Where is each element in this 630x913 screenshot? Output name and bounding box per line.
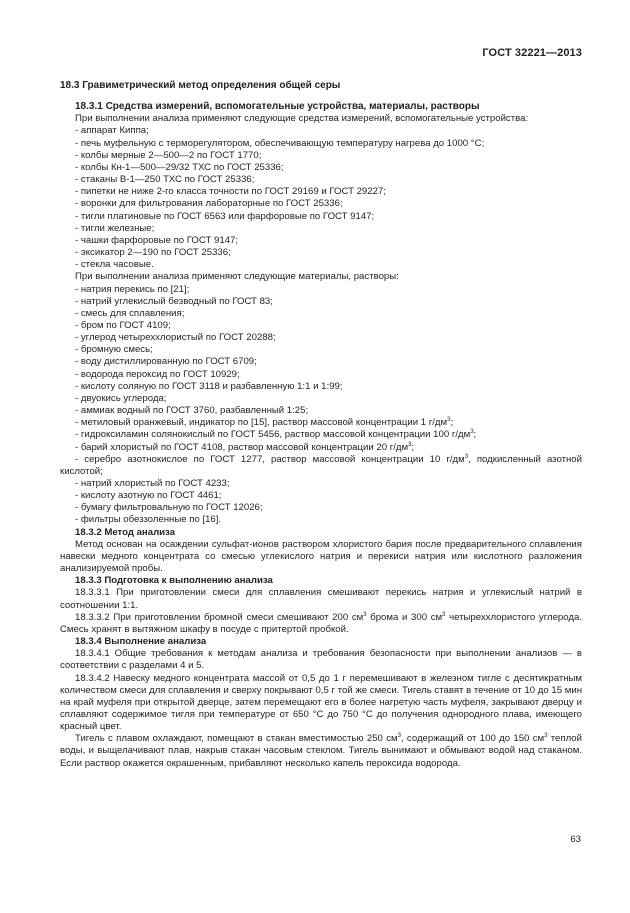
method-text: Метод основан на осаждении сульфат-ионов раствором хлористого бария после предварительного сплавления навески медного концентрата со смесью углекислого натрия и перекиси натрия или кислотного разложения анализируемой пробы. bbox=[60, 538, 582, 575]
list-item: - смесь для сплавления; bbox=[75, 307, 185, 319]
standard-header: ГОСТ 32221—2013 bbox=[482, 47, 582, 59]
page-number: 63 bbox=[570, 834, 581, 845]
paragraph-18-3-3-1: 18.3.3.1 При приготовлении смеси для сплавления смешивают перекись натрия и углекислый натрий в соотношении 1:1. bbox=[60, 587, 582, 611]
subsection-18-3-1-title: 18.3.1 Средства измерений, вспомогательные устройства, материалы, растворы bbox=[75, 101, 480, 113]
list-item: - аммиак водный по ГОСТ 3760, разбавленный 1:25; bbox=[75, 405, 309, 417]
list-item: - фильтры обеззоленные по [16]. bbox=[75, 514, 222, 526]
list-item: - кислоту соляную по ГОСТ 3118 и разбавленную 1:1 и 1:99; bbox=[75, 380, 343, 392]
list-item: - двуокись углерода; bbox=[75, 392, 167, 404]
paragraph-18-3-4-1: 18.3.4.1 Общие требования к методам анализа и требования безопасности при выполнении анализов — в соответствии с разделами 4 и 5. bbox=[60, 648, 582, 672]
list-item: - стекла часовые. bbox=[75, 259, 154, 271]
list-item: - аппарат Киппа; bbox=[75, 125, 149, 137]
list-item: - печь муфельную с терморегулятором, обеспечивающую температуру нагрева до 1000 °С; bbox=[75, 137, 485, 149]
list-item: - бромную смесь; bbox=[75, 344, 153, 356]
list-item: - кислоту азотную по ГОСТ 4461; bbox=[75, 490, 222, 502]
subsection-18-3-4-title: 18.3.4 Выполнение анализа bbox=[75, 636, 207, 648]
section-title: 18.3 Гравиметрический метод определения общей серы bbox=[60, 80, 341, 91]
paragraph-18-3-4-2: 18.3.4.2 Навеску медного концентрата массой от 0,5 до 1 г перемешивают в железном тигле с десятикратным количеством смеси для сплавления и сверху покрывают 0,5 г той же смеси. Тигель ставят в течение от 10 до 15 мин на край муфеля при открытой дверце, затем перемещают его в более нагретую часть муфеля, закрывают дверцу и сплавляют содержимое тигля при температуре от 650 °С до 750 °С до получения однородного плава, имеющего красный цвет. bbox=[60, 672, 582, 733]
materials-list bbox=[60, 284, 582, 527]
list-item: - тигли железные; bbox=[75, 222, 155, 234]
paragraph-melt-cooling: Тигель с плавом охлаждают, помещают в стакан вместимостью 250 $см^3$, содержащий от 100 до 150 $см^3$ теплой воды, и выщелачивают плав, накрыв стакан часовым стеклом. Тигель вынимают и обмывают водой над стаканом. Если раствор окажется окрашенным, прибавляют несколько капель пероксида водорода. bbox=[60, 733, 582, 769]
list-item: - натрия перекись по [21]; bbox=[75, 283, 190, 295]
list-item: - стаканы В-1—250 ТХС по ГОСТ 25336; bbox=[75, 174, 255, 186]
list-item: - барий хлористый по ГОСТ 4108, раствор массовой концентрации 20 $г/дм^3$; bbox=[75, 441, 415, 453]
subsection-18-3-3-title: 18.3.3 Подготовка к выполнению анализа bbox=[75, 575, 273, 587]
materials-intro: При выполнении анализа применяют следующие материалы, растворы: bbox=[75, 271, 399, 283]
list-item: - бумагу фильтровальную по ГОСТ 12026; bbox=[75, 502, 263, 514]
list-item: - воронки для фильтрования лабораторные по ГОСТ 25336; bbox=[75, 198, 343, 210]
equipment-intro: При выполнении анализа применяют следующие средства измерений, вспомогательные устройства: bbox=[75, 113, 529, 125]
page-body bbox=[60, 80, 582, 770]
list-item: - эксикатор 2—190 по ГОСТ 25336; bbox=[75, 247, 231, 259]
list-item: - метиловый оранжевый, индикатор по [15], раствор массовой концентрации 1 $г/дм^3$; bbox=[75, 417, 454, 429]
list-item: - гидроксиламин солянокислый по ГОСТ 5456, раствор массовой концентрации 100 $г/дм^3$; bbox=[75, 429, 477, 441]
list-item: - колбы мерные 2—500—2 по ГОСТ 1770; bbox=[75, 149, 262, 161]
subsection-18-3-2-title: 18.3.2 Метод анализа bbox=[75, 526, 176, 538]
list-item: - колбы Кн-1—500—29/32 ТХС по ГОСТ 25336; bbox=[75, 161, 284, 173]
list-item: - углерод четыреххлористый по ГОСТ 20288; bbox=[75, 332, 276, 344]
list-item: - воду дистиллированную по ГОСТ 6709; bbox=[75, 356, 257, 368]
list-item: - серебро азотнокислое по ГОСТ 1277, раствор массовой концентрации 10 $г/дм^3$, подкисленный азотной кислотой; bbox=[60, 453, 582, 477]
paragraph-18-3-3-2: 18.3.3.2 При приготовлении бромной смеси смешивают 200 $см^3$ брома и 300 $см^3$ четыреххлористого углерода. Смесь хранят в вытяжном шкафу в посуде с притертой пробкой. bbox=[60, 611, 582, 635]
list-item: - тигли платиновые по ГОСТ 6563 или фарфоровые по ГОСТ 9147; bbox=[75, 210, 375, 222]
list-item: - натрий хлористый по ГОСТ 4233; bbox=[75, 478, 230, 489]
equipment-list bbox=[60, 125, 582, 271]
list-item: - водорода пероксид по ГОСТ 10929; bbox=[75, 368, 240, 380]
list-item: - натрий углекислый безводный по ГОСТ 83; bbox=[75, 295, 273, 307]
list-item: - пипетки не ниже 2-го класса точности по ГОСТ 29169 и ГОСТ 29227; bbox=[75, 186, 386, 198]
list-item: - бром по ГОСТ 4109; bbox=[75, 319, 171, 331]
list-item: - чашки фарфоровые по ГОСТ 9147; bbox=[75, 234, 239, 246]
